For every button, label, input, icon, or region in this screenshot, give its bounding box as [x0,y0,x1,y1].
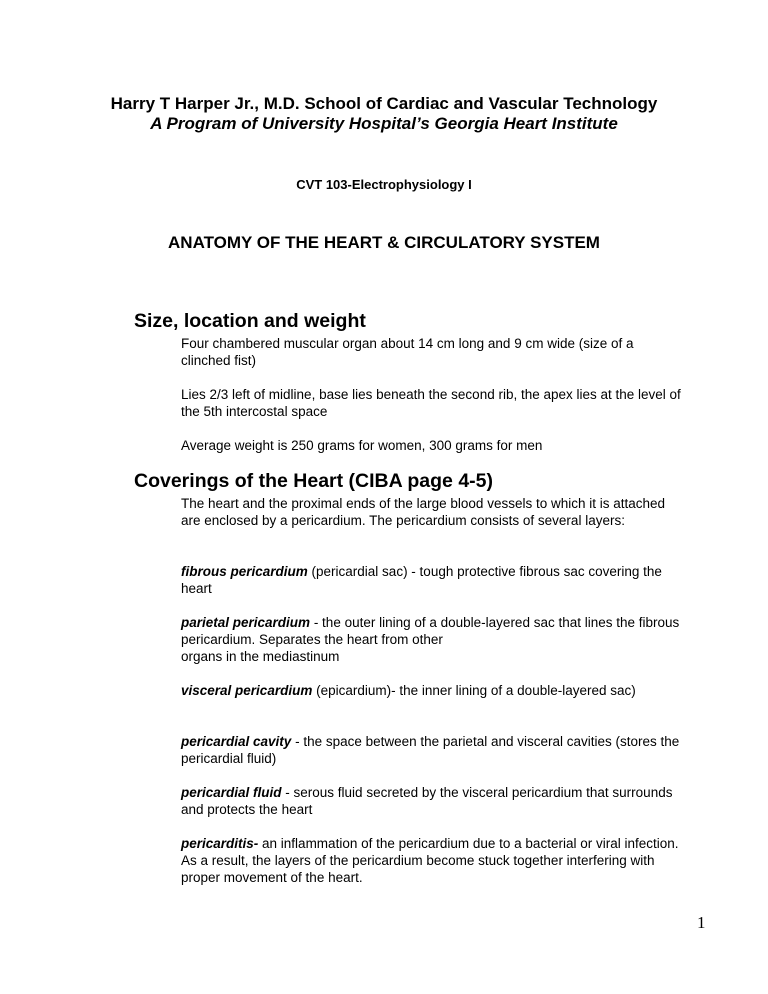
paragraph-size: Four chambered muscular organ about 14 cm long and 9 cm wide (size of a clinched fist) [181,336,634,368]
page-number: 1 [697,913,706,932]
term-pericardial-fluid [181,784,681,818]
term-fibrous-pericardium [181,563,681,597]
paragraph-location: Lies 2/3 left of midline, base lies beneath the second rib, the apex lies at the level of the 5th intercostal space [181,387,681,419]
term-label: visceral pericardium [181,683,313,698]
term-definition: (pericardial sac) - tough protective fibrous sac covering the heart [181,564,662,596]
program-name: A Program of University Hospital’s Georgia Heart Institute [150,114,618,133]
term-definition: - the outer lining of a double-layered sac that lines the fibrous pericardium. Separates the heart from other [181,615,680,647]
term-definition: - serous fluid secreted by the visceral pericardium that surrounds and protects the heart [181,785,673,817]
term-label: pericardial cavity [181,734,292,749]
paragraph-coverings-intro: The heart and the proximal ends of the large blood vessels to which it is attached are enclosed by a pericardium. The pericardium consists of several layers: [181,496,666,528]
term-pericardial-cavity [181,733,681,767]
section-heading-size-location-weight: Size, location and weight [134,310,366,332]
term-definition: an inflammation of the pericardium due to a bacterial or viral infection. As a result, the layers of the pericardium become stuck together interfering with proper movement of the heart. [181,836,679,885]
term-label: fibrous pericardium [181,564,308,579]
course-title: CVT 103-Electrophysiology I [296,177,472,192]
paragraph-weight: Average weight is 250 grams for women, 300 grams for men [181,438,543,453]
term-pericarditis [181,835,681,886]
school-name: Harry T Harper Jr., M.D. School of Cardiac and Vascular Technology [110,94,658,113]
term-definition: - the space between the parietal and visceral cavities (stores the pericardial fluid) [181,734,680,766]
term-parietal-pericardium [181,614,681,665]
document-title: ANATOMY OF THE HEART & CIRCULATORY SYSTEM [168,233,600,252]
term-label: pericarditis- [181,836,259,851]
section-heading-coverings: Coverings of the Heart (CIBA page 4-5) [134,470,493,492]
term-label: pericardial fluid [181,785,282,800]
term-visceral-pericardium [181,682,681,699]
term-definition: (epicardium)- the inner lining of a double-layered sac) [312,683,636,698]
term-definition-continuation: organs in the mediastinum [181,649,340,664]
term-label: parietal pericardium [181,615,311,630]
